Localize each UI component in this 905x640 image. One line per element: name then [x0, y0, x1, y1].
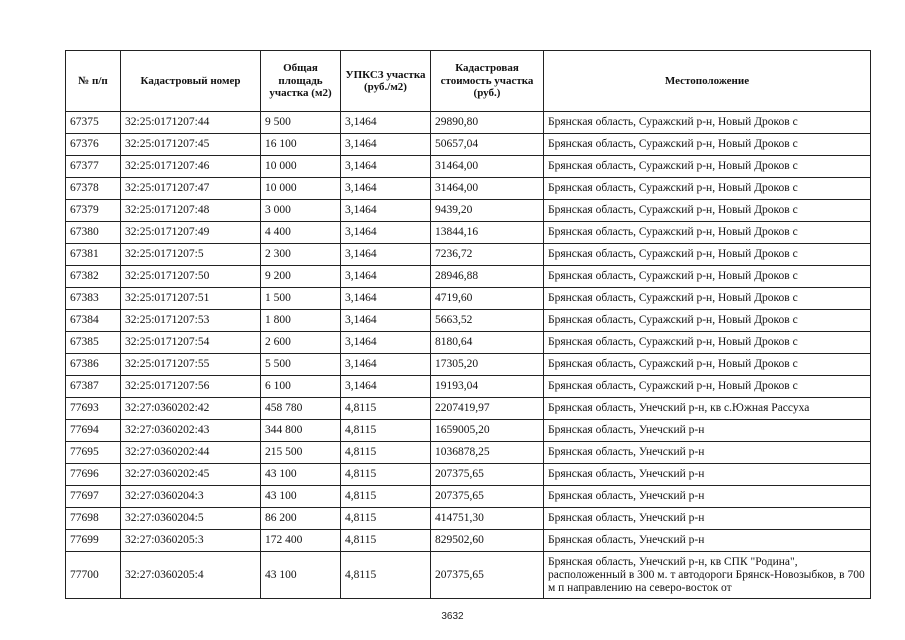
- cell-area: 3 000: [261, 200, 341, 222]
- cell-cadastral-number: 32:27:0360205:3: [121, 530, 261, 552]
- cell-number: 67378: [66, 178, 121, 200]
- cell-area: 43 100: [261, 552, 341, 599]
- cell-number: 77700: [66, 552, 121, 599]
- table-row: [66, 288, 871, 310]
- cell-upksz: 4,8115: [341, 486, 431, 508]
- cell-area: 4 400: [261, 222, 341, 244]
- cell-area: 458 780: [261, 398, 341, 420]
- cell-area: 215 500: [261, 442, 341, 464]
- cell-location: Брянская область, Суражский р-н, Новый Дроков с: [544, 376, 871, 398]
- cell-area: 10 000: [261, 178, 341, 200]
- cell-cadastral-number: 32:25:0171207:47: [121, 178, 261, 200]
- cell-area: 86 200: [261, 508, 341, 530]
- cell-location: Брянская область, Суражский р-н, Новый Дроков с: [544, 266, 871, 288]
- cell-upksz: 4,8115: [341, 530, 431, 552]
- cadastral-table: [65, 50, 871, 599]
- cell-location: Брянская область, Суражский р-н, Новый Дроков с: [544, 332, 871, 354]
- cell-area: 10 000: [261, 156, 341, 178]
- cell-cadastral-number: 32:25:0171207:50: [121, 266, 261, 288]
- cell-number: 67384: [66, 310, 121, 332]
- cell-cadastral-number: 32:27:0360204:3: [121, 486, 261, 508]
- cell-location: Брянская область, Унечский р-н: [544, 420, 871, 442]
- cell-upksz: 3,1464: [341, 112, 431, 134]
- cell-area: 6 100: [261, 376, 341, 398]
- cell-area: 9 500: [261, 112, 341, 134]
- cell-location: Брянская область, Унечский р-н: [544, 508, 871, 530]
- cell-number: 77694: [66, 420, 121, 442]
- cell-cost: 2207419,97: [431, 398, 544, 420]
- table-body: [66, 112, 871, 599]
- cell-cadastral-number: 32:25:0171207:51: [121, 288, 261, 310]
- cell-cost: 1036878,25: [431, 442, 544, 464]
- cell-location: Брянская область, Суражский р-н, Новый Дроков с: [544, 310, 871, 332]
- cell-number: 77696: [66, 464, 121, 486]
- table-row: [66, 244, 871, 266]
- cell-upksz: 4,8115: [341, 508, 431, 530]
- cell-cost: 207375,65: [431, 486, 544, 508]
- cell-upksz: 3,1464: [341, 200, 431, 222]
- cell-upksz: 3,1464: [341, 376, 431, 398]
- cell-cost: 19193,04: [431, 376, 544, 398]
- cell-location: Брянская область, Суражский р-н, Новый Дроков с: [544, 134, 871, 156]
- cell-cadastral-number: 32:25:0171207:48: [121, 200, 261, 222]
- cell-cadastral-number: 32:25:0171207:49: [121, 222, 261, 244]
- cell-location: Брянская область, Унечский р-н, кв СПК "Родина", расположенный в 300 м. т автодороги Брянск-Новозыбков, в 700 м п направлению на северо-восток от: [544, 552, 871, 599]
- table-row: [66, 310, 871, 332]
- cell-cost: 207375,65: [431, 552, 544, 599]
- cell-cost: 13844,16: [431, 222, 544, 244]
- table-row: [66, 442, 871, 464]
- cell-area: 43 100: [261, 486, 341, 508]
- cell-location: Брянская область, Унечский р-н: [544, 530, 871, 552]
- cell-number: 67375: [66, 112, 121, 134]
- table-row: [66, 486, 871, 508]
- cell-location: Брянская область, Унечский р-н, кв с.Южная Рассуха: [544, 398, 871, 420]
- cell-area: 16 100: [261, 134, 341, 156]
- cell-upksz: 3,1464: [341, 156, 431, 178]
- col-cadastral-number-header: Кадастровый номер: [121, 51, 261, 112]
- cell-cost: 1659005,20: [431, 420, 544, 442]
- cell-number: 77698: [66, 508, 121, 530]
- cell-upksz: 3,1464: [341, 134, 431, 156]
- cell-number: 67386: [66, 354, 121, 376]
- table-row: [66, 552, 871, 599]
- cell-upksz: 3,1464: [341, 332, 431, 354]
- cell-upksz: 3,1464: [341, 178, 431, 200]
- cell-number: 77697: [66, 486, 121, 508]
- table-row: [66, 266, 871, 288]
- cell-cost: 414751,30: [431, 508, 544, 530]
- cell-upksz: 3,1464: [341, 354, 431, 376]
- col-area-header: Общая площадь участка (м2): [261, 51, 341, 112]
- cell-upksz: 3,1464: [341, 222, 431, 244]
- cell-cadastral-number: 32:27:0360202:43: [121, 420, 261, 442]
- cell-number: 67376: [66, 134, 121, 156]
- table-row: [66, 530, 871, 552]
- table-row: [66, 134, 871, 156]
- cell-cost: 31464,00: [431, 156, 544, 178]
- cell-cost: 7236,72: [431, 244, 544, 266]
- cell-cost: 4719,60: [431, 288, 544, 310]
- col-location-header: Местоположение: [544, 51, 871, 112]
- cell-cost: 207375,65: [431, 464, 544, 486]
- col-number-header: № п/п: [66, 51, 121, 112]
- cell-cost: 17305,20: [431, 354, 544, 376]
- cell-cost: 8180,64: [431, 332, 544, 354]
- table-row: [66, 222, 871, 244]
- cell-number: 67387: [66, 376, 121, 398]
- cell-area: 43 100: [261, 464, 341, 486]
- cell-cadastral-number: 32:25:0171207:5: [121, 244, 261, 266]
- cell-upksz: 3,1464: [341, 288, 431, 310]
- table-row: [66, 200, 871, 222]
- table-row: [66, 178, 871, 200]
- cell-location: Брянская область, Унечский р-н: [544, 486, 871, 508]
- cell-cost: 28946,88: [431, 266, 544, 288]
- cell-location: Брянская область, Суражский р-н, Новый Дроков с: [544, 222, 871, 244]
- cell-cost: 5663,52: [431, 310, 544, 332]
- cell-upksz: 4,8115: [341, 464, 431, 486]
- col-upksz-header: УПКСЗ участка (руб./м2): [341, 51, 431, 112]
- cell-cost: 829502,60: [431, 530, 544, 552]
- cell-area: 1 500: [261, 288, 341, 310]
- cell-number: 77695: [66, 442, 121, 464]
- cell-location: Брянская область, Суражский р-н, Новый Дроков с: [544, 200, 871, 222]
- cell-area: 2 300: [261, 244, 341, 266]
- cell-cadastral-number: 32:25:0171207:46: [121, 156, 261, 178]
- cell-area: 2 600: [261, 332, 341, 354]
- cell-upksz: 3,1464: [341, 244, 431, 266]
- cell-number: 67380: [66, 222, 121, 244]
- cell-location: Брянская область, Унечский р-н: [544, 464, 871, 486]
- cell-location: Брянская область, Суражский р-н, Новый Дроков с: [544, 288, 871, 310]
- cell-cadastral-number: 32:27:0360202:44: [121, 442, 261, 464]
- page-number: 3632: [441, 611, 464, 622]
- table-header-row: [66, 51, 871, 112]
- cell-area: 9 200: [261, 266, 341, 288]
- cell-number: 67385: [66, 332, 121, 354]
- cell-location: Брянская область, Суражский р-н, Новый Дроков с: [544, 178, 871, 200]
- cell-location: Брянская область, Суражский р-н, Новый Дроков с: [544, 354, 871, 376]
- cell-cadastral-number: 32:25:0171207:45: [121, 134, 261, 156]
- cell-area: 344 800: [261, 420, 341, 442]
- table-row: [66, 508, 871, 530]
- cell-number: 77693: [66, 398, 121, 420]
- cell-upksz: 4,8115: [341, 420, 431, 442]
- cell-upksz: 4,8115: [341, 552, 431, 599]
- cell-area: 5 500: [261, 354, 341, 376]
- cell-cadastral-number: 32:25:0171207:55: [121, 354, 261, 376]
- cell-cadastral-number: 32:25:0171207:53: [121, 310, 261, 332]
- cell-location: Брянская область, Суражский р-н, Новый Дроков с: [544, 244, 871, 266]
- cell-upksz: 4,8115: [341, 398, 431, 420]
- cell-number: 67377: [66, 156, 121, 178]
- table-row: [66, 354, 871, 376]
- cell-area: 1 800: [261, 310, 341, 332]
- cell-cadastral-number: 32:27:0360202:42: [121, 398, 261, 420]
- cell-cost: 50657,04: [431, 134, 544, 156]
- cell-area: 172 400: [261, 530, 341, 552]
- cell-location: Брянская область, Суражский р-н, Новый Дроков с: [544, 156, 871, 178]
- cell-cadastral-number: 32:27:0360202:45: [121, 464, 261, 486]
- cell-cadastral-number: 32:27:0360205:4: [121, 552, 261, 599]
- cell-number: 67381: [66, 244, 121, 266]
- cell-location: Брянская область, Унечский р-н: [544, 442, 871, 464]
- cell-number: 67383: [66, 288, 121, 310]
- cell-cost: 29890,80: [431, 112, 544, 134]
- cell-cost: 9439,20: [431, 200, 544, 222]
- table-row: [66, 398, 871, 420]
- cell-number: 67379: [66, 200, 121, 222]
- cell-upksz: 4,8115: [341, 442, 431, 464]
- table-row: [66, 376, 871, 398]
- table-row: [66, 464, 871, 486]
- table-row: [66, 332, 871, 354]
- cell-upksz: 3,1464: [341, 266, 431, 288]
- cell-cadastral-number: 32:25:0171207:54: [121, 332, 261, 354]
- table-row: [66, 420, 871, 442]
- cell-cadastral-number: 32:27:0360204:5: [121, 508, 261, 530]
- cell-number: 67382: [66, 266, 121, 288]
- cell-cadastral-number: 32:25:0171207:44: [121, 112, 261, 134]
- table-row: [66, 156, 871, 178]
- cell-cadastral-number: 32:25:0171207:56: [121, 376, 261, 398]
- cell-location: Брянская область, Суражский р-н, Новый Дроков с: [544, 112, 871, 134]
- table-row: [66, 112, 871, 134]
- cell-upksz: 3,1464: [341, 310, 431, 332]
- cell-number: 77699: [66, 530, 121, 552]
- col-cost-header: Кадастровая стоимость участка (руб.): [431, 51, 544, 112]
- cell-cost: 31464,00: [431, 178, 544, 200]
